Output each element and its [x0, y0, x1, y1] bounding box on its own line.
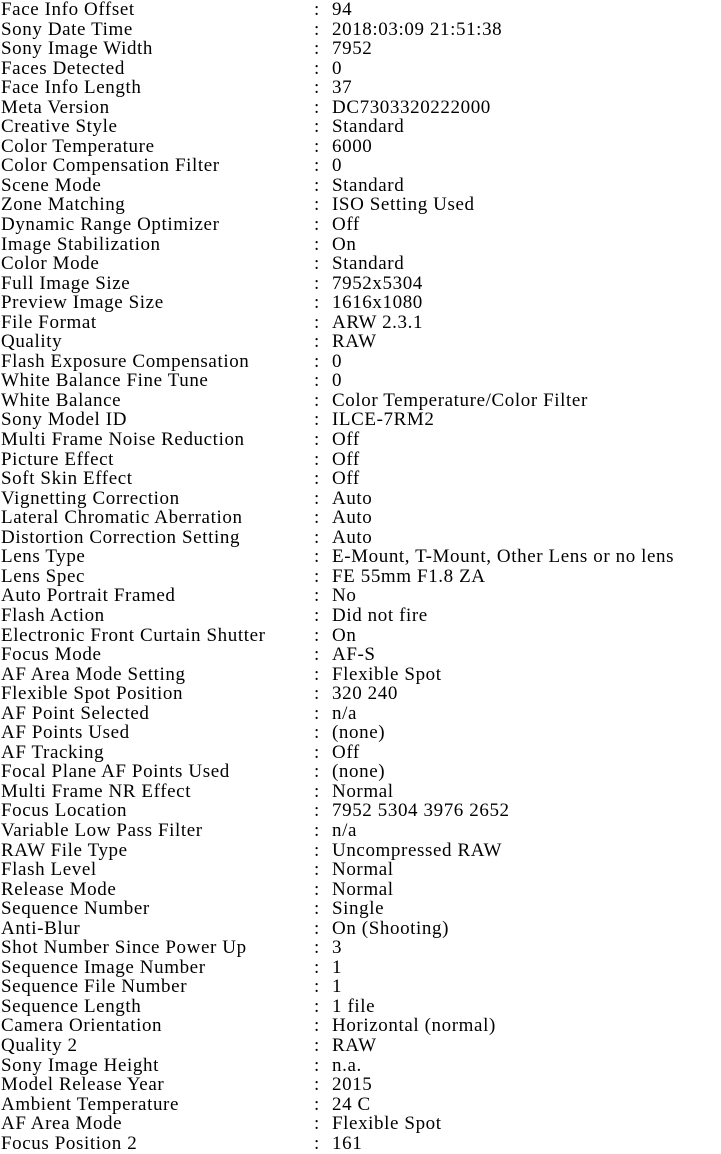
tag-name: AF Area Mode	[1, 1114, 123, 1134]
separator: :	[314, 195, 320, 216]
tag-value: 1	[332, 957, 343, 978]
tag-name: Auto Portrait Framed	[1, 586, 176, 606]
separator: :	[314, 605, 320, 626]
tag-name: Dynamic Range Optimizer	[1, 215, 220, 235]
separator: :	[314, 0, 320, 20]
tag-value: 2015	[332, 1075, 373, 1095]
tag-name: Meta Version	[1, 97, 110, 118]
metadata-row	[1, 235, 721, 255]
tag-value: 7952 5304 3976 2652	[332, 801, 510, 821]
tag-name: Flexible Spot Position	[1, 684, 184, 704]
tag-name: Faces Detected	[1, 58, 125, 79]
tag-name: Multi Frame Noise Reduction	[1, 430, 245, 450]
metadata-row	[1, 293, 721, 313]
separator: :	[314, 488, 320, 509]
tag-name: Quality	[1, 332, 63, 352]
tag-value: 7952	[332, 39, 373, 59]
metadata-row	[1, 704, 721, 724]
metadata-row	[1, 352, 721, 372]
separator: :	[314, 254, 320, 274]
separator: :	[314, 703, 320, 724]
metadata-row	[1, 391, 721, 411]
separator: :	[314, 156, 320, 176]
tag-value: Standard	[332, 254, 405, 274]
metadata-row	[1, 665, 721, 685]
tag-value: 3	[332, 938, 343, 958]
separator: :	[314, 586, 320, 606]
tag-name: Focus Mode	[1, 645, 102, 665]
tag-name: White Balance Fine Tune	[1, 371, 209, 391]
tag-name: Sequence Number	[1, 899, 150, 919]
metadata-row	[1, 1114, 721, 1134]
metadata-row	[1, 98, 721, 118]
tag-value: Standard	[332, 175, 405, 196]
tag-value: 6000	[332, 136, 373, 157]
tag-name: Sony Image Width	[1, 39, 154, 59]
separator: :	[314, 781, 320, 802]
separator: :	[314, 1094, 320, 1115]
metadata-row	[1, 684, 721, 704]
separator: :	[314, 1133, 320, 1154]
separator: :	[314, 527, 320, 548]
tag-value: 94	[332, 0, 353, 20]
separator: :	[314, 547, 320, 567]
separator: :	[314, 860, 320, 880]
tag-value: E-Mount, T-Mount, Other Lens or no lens	[332, 547, 675, 567]
tag-value: On (Shooting)	[332, 918, 450, 939]
tag-value: n/a	[332, 820, 358, 841]
metadata-row	[1, 489, 721, 509]
metadata-row	[1, 801, 721, 821]
metadata-row	[1, 156, 721, 176]
separator: :	[314, 273, 320, 294]
tag-name: Sony Image Height	[1, 1055, 159, 1076]
separator: :	[314, 39, 320, 59]
separator: :	[314, 801, 320, 821]
tag-value: Flexible Spot	[332, 664, 442, 685]
tag-name: Face Info Length	[1, 78, 142, 98]
tag-value: Off	[332, 430, 360, 450]
separator: :	[314, 1114, 320, 1134]
tag-name: Lens Spec	[1, 566, 86, 587]
metadata-row	[1, 195, 721, 215]
metadata-row	[1, 528, 721, 548]
metadata-row	[1, 450, 721, 470]
metadata-row	[1, 332, 721, 352]
metadata-row	[1, 313, 721, 333]
tag-value: 1 file	[332, 996, 376, 1017]
tag-value: On	[332, 625, 357, 646]
tag-name: Soft Skin Effect	[1, 469, 133, 489]
separator: :	[314, 312, 320, 333]
tag-value: Off	[332, 449, 360, 470]
metadata-row	[1, 274, 721, 294]
metadata-row	[1, 1036, 721, 1056]
separator: :	[314, 645, 320, 665]
metadata-row	[1, 1016, 721, 1036]
separator: :	[314, 879, 320, 900]
separator: :	[314, 508, 320, 528]
tag-value: DC7303320222000	[332, 97, 491, 118]
tag-name: Sony Date Time	[1, 19, 133, 40]
tag-value: 1	[332, 977, 343, 997]
separator: :	[314, 234, 320, 255]
separator: :	[314, 351, 320, 372]
tag-value: 7952x5304	[332, 273, 423, 294]
tag-value: RAW	[332, 332, 377, 352]
metadata-row	[1, 410, 721, 430]
metadata-row	[1, 586, 721, 606]
metadata-row	[1, 626, 721, 646]
metadata-row	[1, 20, 721, 40]
separator: :	[314, 117, 320, 137]
tag-value: Normal	[332, 781, 394, 802]
tag-name: Sony Model ID	[1, 410, 128, 431]
tag-value: Did not fire	[332, 605, 428, 626]
tag-name: Color Temperature	[1, 136, 155, 157]
tag-name: Face Info Offset	[1, 0, 135, 20]
tag-value: 37	[332, 78, 353, 98]
separator: :	[314, 684, 320, 704]
tag-name: Flash Level	[1, 860, 97, 880]
tag-value: 24 C	[332, 1094, 371, 1115]
metadata-row	[1, 645, 721, 665]
separator: :	[314, 625, 320, 646]
tag-name: Multi Frame NR Effect	[1, 781, 192, 802]
metadata-row	[1, 547, 721, 567]
tag-name: Model Release Year	[1, 1075, 165, 1095]
tag-name: White Balance	[1, 390, 122, 411]
separator: :	[314, 938, 320, 958]
separator: :	[314, 175, 320, 196]
separator: :	[314, 664, 320, 685]
metadata-row	[1, 1075, 721, 1095]
metadata-row	[1, 762, 721, 782]
tag-name: RAW File Type	[1, 840, 128, 861]
tag-value: ISO Setting Used	[332, 195, 475, 216]
tag-name: Shot Number Since Power Up	[1, 938, 247, 958]
tag-name: Image Stabilization	[1, 234, 161, 255]
separator: :	[314, 136, 320, 157]
tag-value: 0	[332, 58, 343, 79]
tag-value: ARW 2.3.1	[332, 312, 424, 333]
metadata-row	[1, 1095, 721, 1115]
separator: :	[314, 899, 320, 919]
tag-name: AF Area Mode Setting	[1, 664, 186, 685]
tag-name: Quality 2	[1, 1035, 78, 1056]
metadata-row	[1, 919, 721, 939]
tag-value: On	[332, 234, 357, 255]
tag-name: AF Point Selected	[1, 703, 150, 724]
tag-name: Scene Mode	[1, 175, 102, 196]
tag-name: Lateral Chromatic Aberration	[1, 508, 243, 528]
separator: :	[314, 469, 320, 489]
tag-value: No	[332, 586, 357, 606]
tag-value: Off	[332, 469, 360, 489]
tag-name: Anti-Blur	[1, 918, 81, 939]
metadata-row	[1, 1056, 721, 1076]
tag-name: Picture Effect	[1, 449, 115, 470]
tag-value: Off	[332, 742, 360, 763]
separator: :	[314, 996, 320, 1017]
tag-name: Sequence Length	[1, 996, 142, 1017]
separator: :	[314, 430, 320, 450]
separator: :	[314, 1035, 320, 1056]
tag-name: Flash Exposure Compensation	[1, 351, 250, 372]
separator: :	[314, 1075, 320, 1095]
tag-name: Lens Type	[1, 547, 86, 567]
separator: :	[314, 918, 320, 939]
separator: :	[314, 977, 320, 997]
tag-name: File Format	[1, 312, 97, 333]
metadata-row	[1, 371, 721, 391]
separator: :	[314, 293, 320, 313]
tag-name: Creative Style	[1, 117, 118, 137]
metadata-output	[1, 0, 721, 1153]
metadata-row	[1, 469, 721, 489]
separator: :	[314, 19, 320, 40]
tag-value: Auto	[332, 488, 373, 509]
tag-name: Zone Matching	[1, 195, 126, 216]
separator: :	[314, 410, 320, 431]
separator: :	[314, 390, 320, 411]
separator: :	[314, 762, 320, 782]
metadata-row	[1, 880, 721, 900]
metadata-row	[1, 743, 721, 763]
metadata-row	[1, 137, 721, 157]
tag-value: Single	[332, 899, 385, 919]
tag-name: Distortion Correction Setting	[1, 527, 241, 548]
tag-value: AF-S	[332, 645, 376, 665]
tag-name: Focus Location	[1, 801, 128, 821]
tag-name: Vignetting Correction	[1, 488, 180, 509]
separator: :	[314, 820, 320, 841]
tag-value: 0	[332, 156, 343, 176]
separator: :	[314, 1055, 320, 1076]
separator: :	[314, 840, 320, 861]
separator: :	[314, 723, 320, 743]
tag-name: Color Compensation Filter	[1, 156, 220, 176]
tag-name: Electronic Front Curtain Shutter	[1, 625, 266, 646]
separator: :	[314, 957, 320, 978]
metadata-row	[1, 938, 721, 958]
separator: :	[314, 371, 320, 391]
metadata-row	[1, 59, 721, 79]
tag-name: Camera Orientation	[1, 1016, 163, 1036]
tag-value: 0	[332, 371, 343, 391]
tag-value: ILCE-7RM2	[332, 410, 435, 431]
tag-value: Standard	[332, 117, 405, 137]
metadata-row	[1, 841, 721, 861]
tag-name: Release Mode	[1, 879, 117, 900]
tag-value: 0	[332, 351, 343, 372]
tag-name: Color Mode	[1, 254, 100, 274]
separator: :	[314, 566, 320, 587]
tag-value: RAW	[332, 1035, 377, 1056]
metadata-row	[1, 821, 721, 841]
tag-name: Focal Plane AF Points Used	[1, 762, 230, 782]
tag-value: Auto	[332, 508, 373, 528]
tag-value: Auto	[332, 527, 373, 548]
tag-name: AF Points Used	[1, 723, 130, 743]
metadata-row	[1, 1134, 721, 1154]
tag-name: Preview Image Size	[1, 293, 164, 313]
tag-name: Focus Position 2	[1, 1133, 138, 1154]
separator: :	[314, 332, 320, 352]
tag-value: 1616x1080	[332, 293, 423, 313]
separator: :	[314, 215, 320, 235]
metadata-row	[1, 430, 721, 450]
separator: :	[314, 742, 320, 763]
tag-value: Color Temperature/Color Filter	[332, 390, 588, 411]
metadata-row	[1, 958, 721, 978]
tag-value: Uncompressed RAW	[332, 840, 503, 861]
metadata-row	[1, 254, 721, 274]
tag-value: 2018:03:09 21:51:38	[332, 19, 503, 40]
tag-value: Off	[332, 215, 360, 235]
separator: :	[314, 58, 320, 79]
tag-value: (none)	[332, 723, 386, 743]
metadata-row	[1, 39, 721, 59]
metadata-row	[1, 899, 721, 919]
tag-name: AF Tracking	[1, 742, 105, 763]
tag-name: Ambient Temperature	[1, 1094, 180, 1115]
metadata-row	[1, 508, 721, 528]
metadata-row	[1, 567, 721, 587]
tag-name: Sequence File Number	[1, 977, 188, 997]
tag-value: Flexible Spot	[332, 1114, 442, 1134]
metadata-row	[1, 606, 721, 626]
metadata-row	[1, 215, 721, 235]
tag-value: 320 240	[332, 684, 398, 704]
tag-name: Sequence Image Number	[1, 957, 206, 978]
separator: :	[314, 1016, 320, 1036]
metadata-row	[1, 860, 721, 880]
tag-value: (none)	[332, 762, 386, 782]
metadata-row	[1, 977, 721, 997]
separator: :	[314, 449, 320, 470]
metadata-row	[1, 0, 721, 20]
tag-name: Variable Low Pass Filter	[1, 820, 203, 841]
metadata-row	[1, 997, 721, 1017]
metadata-row	[1, 117, 721, 137]
tag-name: Full Image Size	[1, 273, 131, 294]
metadata-row	[1, 782, 721, 802]
metadata-row	[1, 78, 721, 98]
metadata-row	[1, 176, 721, 196]
tag-value: 161	[332, 1133, 363, 1154]
separator: :	[314, 78, 320, 98]
separator: :	[314, 97, 320, 118]
tag-value: n/a	[332, 703, 358, 724]
tag-value: Normal	[332, 860, 394, 880]
tag-name: Flash Action	[1, 605, 105, 626]
metadata-row	[1, 723, 721, 743]
tag-value: Horizontal (normal)	[332, 1016, 496, 1036]
tag-value: n.a.	[332, 1055, 362, 1076]
tag-value: FE 55mm F1.8 ZA	[332, 566, 486, 587]
tag-value: Normal	[332, 879, 394, 900]
